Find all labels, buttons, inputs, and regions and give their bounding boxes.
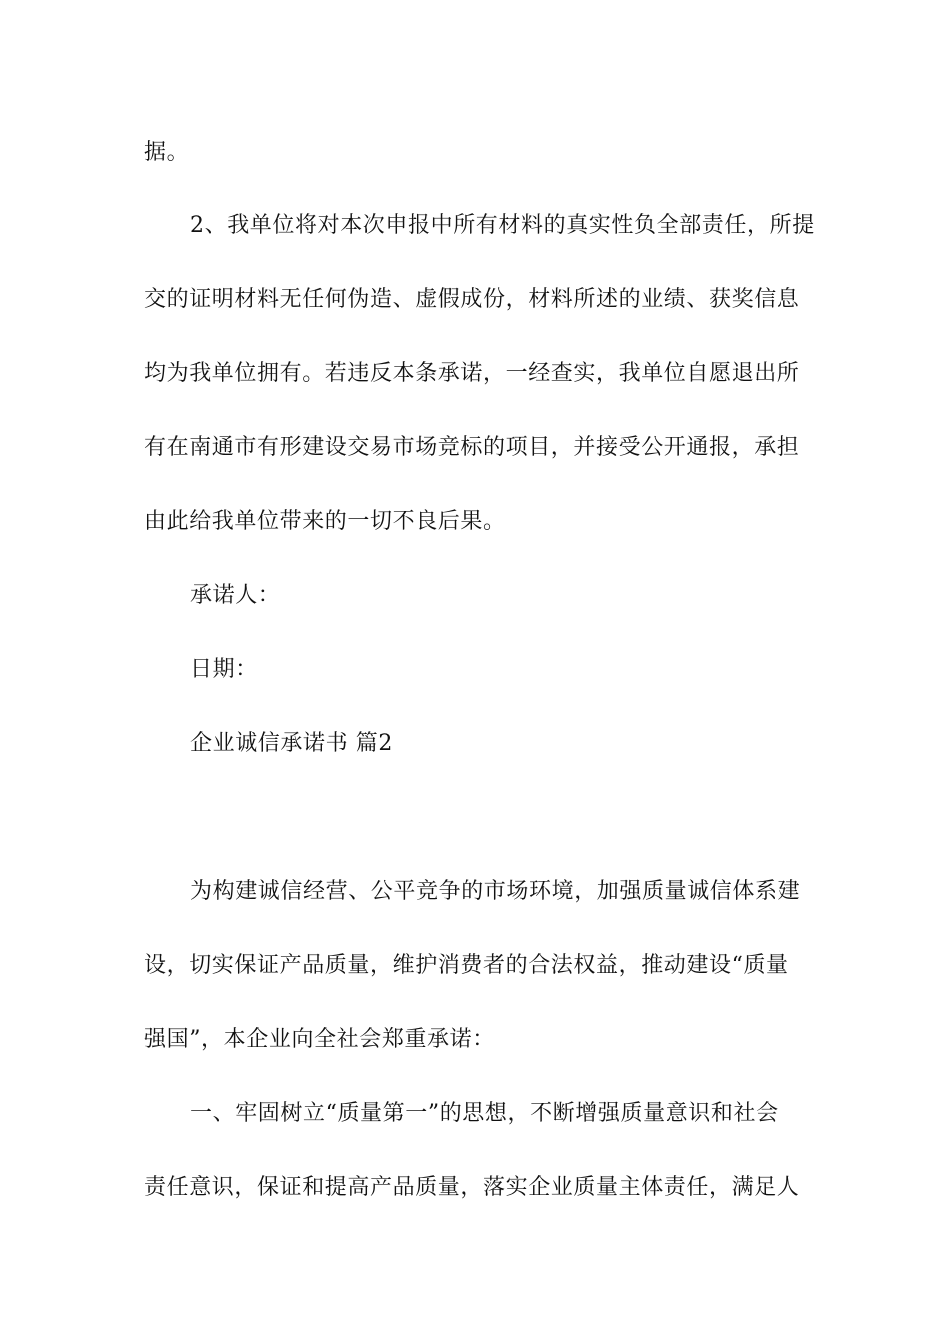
paragraph-line: 由此给我单位带来的一切不良后果。 xyxy=(144,509,506,534)
paragraph-line: 责任意识，保证和提高产品质量，落实企业质量主体责任，满足人 xyxy=(144,1175,800,1200)
paragraph-line: 均为我单位拥有。若违反本条承诺，一经查实，我单位自愿退出所 xyxy=(144,361,800,386)
date-label: 日期： xyxy=(190,657,258,682)
paragraph-line: 强国”，本企业向全社会郑重承诺： xyxy=(144,1027,495,1052)
paragraph-line: 交的证明材料无任何伪造、虚假成份，材料所述的业绩、获奖信息 xyxy=(144,287,800,312)
paragraph-line: 一、牢固树立“质量第一”的思想，不断增强质量意识和社会 xyxy=(190,1101,779,1126)
section-heading: 企业诚信承诺书 篇2 xyxy=(190,731,393,756)
paragraph-line: 据。 xyxy=(144,140,190,165)
paragraph-line: 有在南通市有形建设交易市场竞标的项目，并接受公开通报，承担 xyxy=(144,435,800,460)
paragraph-line: 为构建诚信经营、公平竞争的市场环境，加强质量诚信体系建 xyxy=(190,879,801,904)
paragraph-line: 设，切实保证产品质量，维护消费者的合法权益，推动建设“质量 xyxy=(144,953,789,978)
paragraph-line: 2、我单位将对本次申报中所有材料的真实性负全部责任，所提 xyxy=(190,213,815,238)
signatory-label: 承诺人： xyxy=(190,583,281,608)
